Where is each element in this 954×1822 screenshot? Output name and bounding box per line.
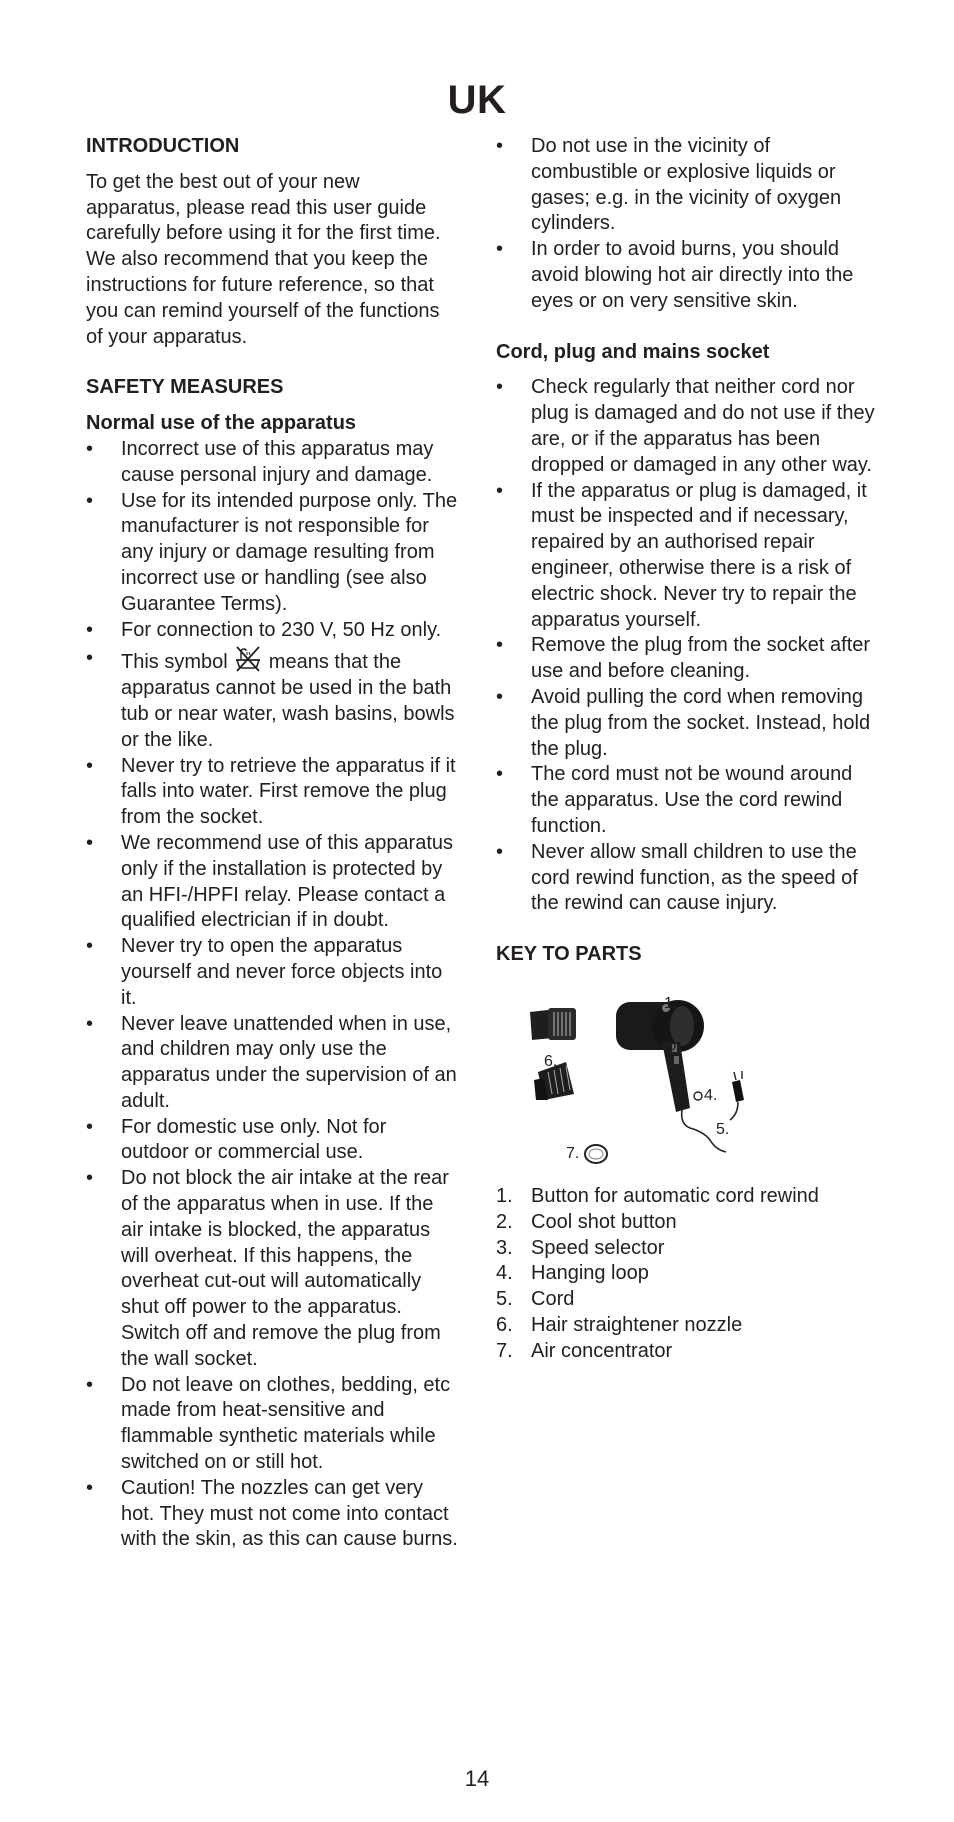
cord-heading: Cord, plug and mains socket (496, 340, 770, 363)
safety-item: • Incorrect use of this apparatus may cause personal injury and damage. (86, 437, 458, 489)
hair-dryer-parts-figure (504, 982, 784, 1172)
parts-item-label: Speed selector (531, 1236, 665, 1259)
key-to-parts-heading: KEY TO PARTS (496, 943, 642, 966)
parts-item (496, 1236, 880, 1262)
parts-item-number: 1. (496, 1184, 513, 1207)
safety-item: • Caution! The nozzles can get very hot. They must not come into contact with the skin, as this can cause burns. (86, 1476, 458, 1553)
parts-item-number: 2. (496, 1210, 513, 1233)
page-number: 14 (464, 1766, 490, 1791)
right-column (496, 134, 880, 1364)
parts-list (496, 1184, 880, 1365)
callout-1: 1. (664, 994, 678, 1012)
symbol-text-after: means that the apparatus cannot be used in the bath tub or near water, wash basins, bowls or the like. (121, 651, 455, 751)
safety-item: • Never try to retrieve the apparatus if it falls into water. First remove the plug from the socket. (86, 754, 458, 831)
cord-item: • If the apparatus or plug is damaged, it must be inspected and if necessary, repaired by an authorised repair engineer, otherwise there is a risk of electric shock. Never try to repair the apparatus yourself. (496, 479, 880, 634)
parts-item (496, 1210, 880, 1236)
introduction-text: To get the best out of your new apparatus, please read this user guide carefully before using it for the first time. We also recommend that you keep the instructions for future reference, so that you can remind yourself of the functions of your apparatus. (86, 170, 441, 348)
symbol-text-before: This symbol (121, 651, 234, 674)
safety-item: • Do not leave on clothes, bedding, etc made from heat-sensitive and flammable synthetic materials while switched on or still hot. (86, 1373, 458, 1476)
left-column (86, 134, 458, 1553)
cord-item: • The cord must not be wound around the apparatus. Use the cord rewind function. (496, 762, 880, 839)
callout-3: 3. (668, 1062, 682, 1080)
callout-2: 2. (668, 1040, 682, 1058)
parts-item-number: 3. (496, 1236, 513, 1259)
straightener-nozzle-top-icon (530, 1008, 576, 1040)
cord-item: • Remove the plug from the socket after use and before cleaning. (496, 633, 880, 685)
parts-item-number: 6. (496, 1313, 513, 1336)
no-water-bath-icon (233, 646, 263, 672)
parts-item-label: Cord (531, 1288, 575, 1311)
parts-item-number: 5. (496, 1288, 513, 1311)
parts-item-label: Cool shot button (531, 1210, 677, 1233)
parts-item-label: Hanging loop (531, 1262, 649, 1285)
safety-item-symbol (86, 646, 458, 753)
hazard-item: • In order to avoid burns, you should avoid blowing hot air directly into the eyes or on very sensitive skin. (496, 237, 880, 314)
parts-item (496, 1313, 880, 1339)
safety-item: • Do not block the air intake at the rear of the apparatus when in use. If the air intake is blocked, the apparatus will overheat. If this happens, the overheat cut-out will automatically shut off power to the apparatus. Switch off and remove the plug from the wall socket. (86, 1166, 458, 1372)
parts-item (496, 1339, 880, 1365)
safety-heading: SAFETY MEASURES (86, 376, 284, 399)
safety-item: • For connection to 230 V, 50 Hz only. (86, 618, 458, 644)
cord-item: • Never allow small children to use the cord rewind function, as the speed of the rewind can cause injury. (496, 840, 880, 917)
cord-and-plug-icon (682, 1071, 744, 1152)
callout-5: 5. (716, 1120, 730, 1138)
normal-use-subheading: Normal use of the apparatus (86, 412, 357, 435)
safety-list (86, 437, 458, 1553)
hazard-list (496, 134, 880, 315)
hair-dryer-illustration (504, 982, 784, 1172)
safety-item: • For domestic use only. Not for outdoor or commercial use. (86, 1115, 458, 1167)
safety-item: • Never try to open the apparatus yourself and never force objects into it. (86, 934, 458, 1011)
parts-item-number: 4. (496, 1262, 513, 1285)
air-concentrator-icon (585, 1145, 607, 1163)
callout-7: 7. (566, 1144, 580, 1162)
cord-item: • Check regularly that neither cord nor plug is damaged and do not use if they are, or if the apparatus has been dropped or damaged in any other way. (496, 375, 880, 478)
hair-dryer-body-icon (616, 1000, 704, 1112)
safety-item: • We recommend use of this apparatus only if the installation is protected by an HFI-/HPFI relay. Please contact a qualified electrician if in doubt. (86, 831, 458, 934)
cord-item: • Avoid pulling the cord when removing the plug from the socket. Instead, hold the plug. (496, 685, 880, 762)
parts-item-number: 7. (496, 1339, 513, 1362)
hazard-item: • Do not use in the vicinity of combustible or explosive liquids or gases; e.g. in the vicinity of oxygen cylinders. (496, 134, 880, 237)
parts-item (496, 1287, 880, 1313)
parts-item-label: Button for automatic cord rewind (531, 1184, 819, 1207)
parts-item (496, 1184, 880, 1210)
safety-item: • Use for its intended purpose only. The manufacturer is not responsible for any injury or damage resulting from incorrect use or handling (see also Guarantee Terms). (86, 489, 458, 618)
safety-item: • Never leave unattended when in use, and children may only use the apparatus under the supervision of an adult. (86, 1012, 458, 1115)
callout-4: 4. (704, 1086, 718, 1104)
parts-item-label: Hair straightener nozzle (531, 1313, 743, 1336)
parts-item (496, 1261, 880, 1287)
cord-list (496, 375, 880, 917)
parts-item-label: Air concentrator (531, 1339, 673, 1362)
introduction-heading: INTRODUCTION (86, 135, 240, 157)
callout-6: 6. (544, 1052, 558, 1070)
page-title: UK (447, 78, 507, 122)
